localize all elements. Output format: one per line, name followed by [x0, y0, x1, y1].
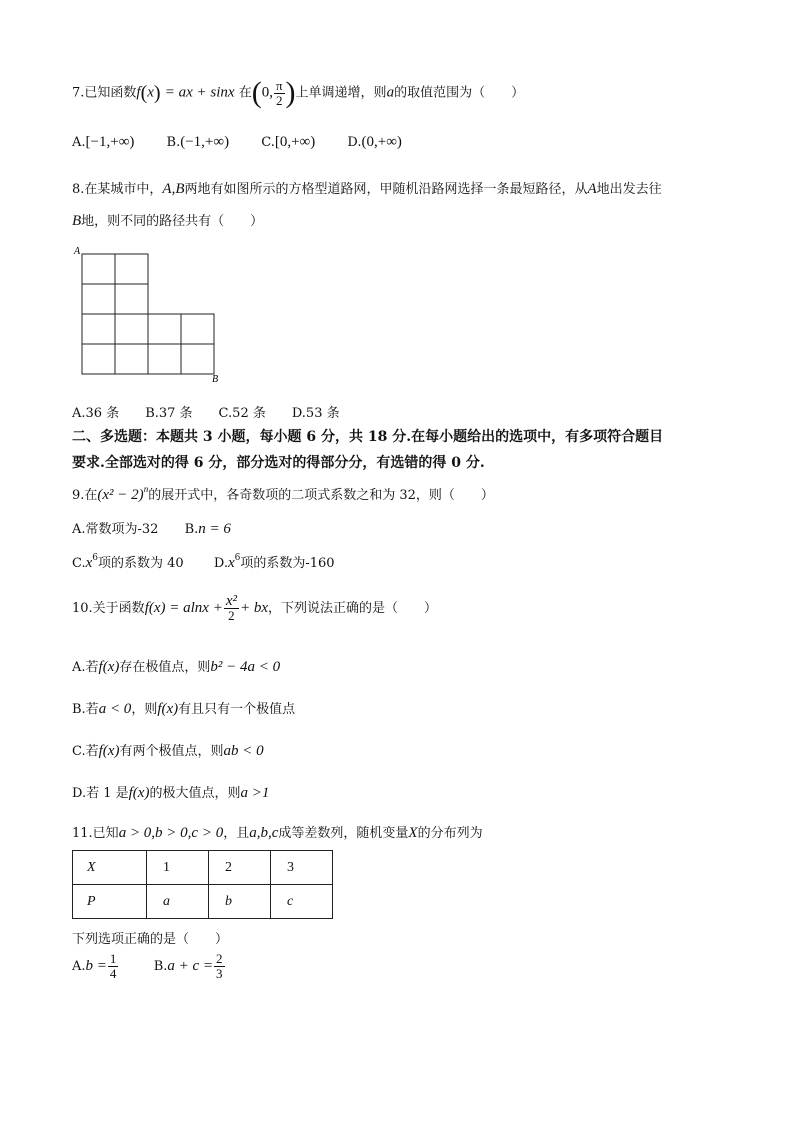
q8-label-a: A: [74, 246, 81, 257]
q9-option-b: n = 6: [198, 521, 231, 537]
q7-f: f: [136, 84, 141, 101]
section2-line1: 二、多选题：本题共 3 小题，每小题 6 分，共 18 分.在每小题给出的选项中，有多项符合题目: [72, 429, 664, 445]
q9-options-cd: $C.x^6$项的系数为 40 $D.x^6$项的系数为-160: [72, 553, 335, 571]
q7-stem: 7.已知函数f(x) = ax + sinx 在(0, $\frac{\pi}{2}$ )上单调递增，则a的取值范围为（ ）: [72, 76, 525, 109]
q8-stem-line2: B地，则不同的路径共有（ ）: [72, 213, 264, 229]
table-row: P a b c: [73, 885, 333, 919]
q8-stem-line1: 8.在某城市中，A,B两地有如图所示的方格型道路网，甲随机沿路网选择一条最短路径，从A地出发去往: [72, 181, 662, 197]
q7-option-c: [0,+∞): [274, 134, 316, 150]
q10-function: f(x) = alnx +: [144, 600, 223, 616]
q7-options: A.[−1,+∞) B.(−1,+∞) C.[0,+∞) D.(0,+∞): [72, 134, 402, 150]
q8-grid-lines: [82, 254, 214, 374]
q10-option-a: A.若f(x)存在极值点，则b² − 4a < 0: [72, 659, 281, 675]
q9-options-ab: A.常数项为-32 B.n = 6: [72, 521, 231, 537]
q8-options: A.36 条 B.37 条 C.52 条 D.53 条: [72, 406, 340, 421]
q11-options: A.b = $\frac{1}{4}$ B.a + c = $\frac{2}{3}$: [72, 951, 223, 981]
q7-option-b: (−1,+∞): [180, 134, 230, 150]
q8-label-b: B: [212, 374, 219, 384]
q10-option-d: D.若 1 是f(x)的极大值点，则a >1: [72, 785, 270, 801]
q10-stem: 10.关于函数f(x) = alnx + $\frac{\text{x²}}{2}$ + bx，下列说法正确的是（ ）: [72, 593, 438, 623]
q7-eq: = ax + sinx: [164, 84, 235, 101]
table-row: X 1 2 3: [73, 851, 333, 885]
section2-line2: 要求.全部选对的得 6 分，部分选对的得部分分，有选错的得 0 分.: [72, 455, 485, 471]
q11-stem: 11.已知a > 0,b > 0,c > 0，且a,b,c成等差数列，随机变量X的分布列为: [72, 825, 483, 841]
q10-fraction: $\frac{\text{x²}}{2}$: [225, 593, 237, 623]
q10-option-c: C.若f(x)有两个极值点，则ab < 0: [72, 743, 264, 759]
q11-option-b-fraction: $\frac{2}{3}$: [216, 951, 223, 981]
q7-option-d: (0,+∞): [361, 134, 402, 150]
q9-option-c: 项的系数为 40: [98, 556, 184, 571]
q11-after-table: 下列选项正确的是（ ）: [72, 932, 229, 947]
q8-grid-diagram: [72, 244, 232, 384]
q9-expression: (x² − 2): [97, 487, 144, 503]
q9-stem: 9.在$(x^2 - 2)^n$的展开式中，各奇数项的二项式系数之和为 32，则（ ）: [72, 484, 494, 503]
q9-option-a: A.常数项为-32: [72, 522, 159, 537]
q9-option-d: 项的系数为-160: [240, 556, 335, 571]
q7-option-a: [−1,+∞): [85, 134, 135, 150]
q11-option-a-fraction: $\frac{1}{4}$: [109, 951, 117, 981]
q11-condition: a > 0,b > 0,c > 0: [118, 825, 224, 841]
q10-option-b: B.若a < 0，则f(x)有且只有一个极值点: [72, 701, 296, 717]
q11-distribution-table: [72, 850, 333, 919]
q7-pi-over-2: $\frac{\pi}{2}$: [275, 77, 283, 108]
